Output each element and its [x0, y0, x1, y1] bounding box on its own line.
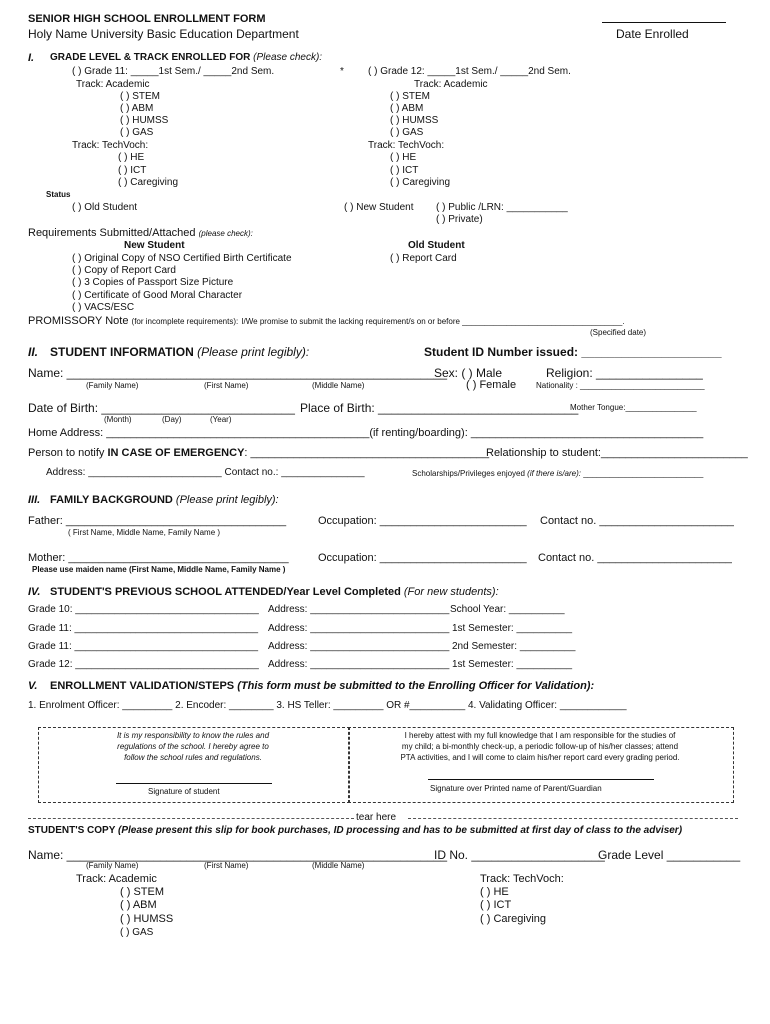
grade10-address-field[interactable]: Address: _________________________: [268, 604, 450, 615]
mother-contact-field[interactable]: Contact no. ______________________: [538, 552, 732, 564]
section3-roman: III.: [28, 494, 41, 506]
g12-track-academic: Track: Academic: [414, 79, 488, 90]
section1-title: GRADE LEVEL & TRACK ENROLLED FOR (Please check):: [50, 52, 323, 63]
promissory-note: PROMISSORY Note (for incomplete requirements): I/We promise to submit the lacking requirement/s on or before ____________________________________.: [28, 315, 625, 327]
family-name-caption: (Family Name): [86, 381, 139, 390]
student-signature-line[interactable]: [116, 783, 272, 784]
month-caption: (Month): [104, 415, 132, 424]
emergency-address-contact[interactable]: Address: ________________________ Contact no.: _______________: [46, 467, 365, 478]
g12-option-ict[interactable]: ( ) ICT: [390, 165, 419, 176]
students-copy-title: STUDENT'S COPY (Please present this slip for book purchases, ID processing and has to be submitted at first day of class to the adviser): [28, 825, 683, 836]
req-old-report-card[interactable]: ( ) Report Card: [390, 253, 457, 264]
req-good-moral[interactable]: ( ) Certificate of Good Moral Character: [72, 290, 243, 301]
section2-title: STUDENT INFORMATION (Please print legibly):: [50, 345, 310, 359]
mother-occupation-field[interactable]: Occupation: ________________________: [318, 552, 527, 564]
parent-signature-label: Signature over Printed name of Parent/Guardian: [430, 784, 602, 793]
g12-option-he[interactable]: ( ) HE: [390, 152, 417, 163]
private-option[interactable]: ( ) Private): [436, 214, 483, 225]
new-student-heading: New Student: [124, 240, 185, 251]
grade10-school-field[interactable]: Grade 10: _________________________________: [28, 604, 259, 615]
grade12-school-field[interactable]: Grade 12: _________________________________: [28, 659, 259, 670]
name-field[interactable]: Name: _________________________________________________________: [28, 366, 448, 380]
g11-option-caregiving[interactable]: ( ) Caregiving: [118, 177, 179, 188]
g12-option-stem[interactable]: ( ) STEM: [390, 91, 430, 102]
req-birth-certificate[interactable]: ( ) Original Copy of NSO Certified Birth Certificate: [72, 253, 292, 264]
copy-track-techvoch: Track: TechVoch:: [480, 873, 564, 885]
req-vacs-esc[interactable]: ( ) VACS/ESC: [72, 302, 135, 313]
copy-option-abm[interactable]: ( ) ABM: [120, 899, 157, 911]
g11-track-academic: Track: Academic: [76, 79, 150, 90]
copy-name-field[interactable]: Name: _________________________________________________________: [28, 848, 448, 862]
copy-id-field[interactable]: ID No. ____________________: [434, 848, 605, 862]
g11-option-stem[interactable]: ( ) STEM: [120, 91, 160, 102]
middle-name-caption: (Middle Name): [312, 381, 365, 390]
mother-tongue-field[interactable]: Mother Tongue:________________: [570, 403, 697, 412]
father-occupation-field[interactable]: Occupation: ________________________: [318, 515, 527, 527]
grade11-line[interactable]: ( ) Grade 11: _____1st Sem./ _____2nd Sem.: [72, 66, 275, 77]
old-student-heading: Old Student: [408, 240, 465, 251]
g12-option-caregiving[interactable]: ( ) Caregiving: [390, 177, 451, 188]
date-enrolled-line[interactable]: [602, 22, 726, 23]
father-field[interactable]: Father: ____________________________________: [28, 515, 287, 527]
day-caption: (Day): [162, 415, 182, 424]
section5-title: ENROLLMENT VALIDATION/STEPS (This form must be submitted to the Enrolling Officer for Validation):: [50, 680, 595, 692]
copy-option-ict[interactable]: ( ) ICT: [480, 899, 512, 911]
copy-middle-name-caption: (Middle Name): [312, 861, 365, 870]
section1-roman: I.: [28, 52, 35, 64]
nationality-field[interactable]: Nationality : ____________________________: [536, 381, 705, 390]
section4-title: STUDENT'S PREVIOUS SCHOOL ATTENDED/Year Level Completed (For new students):: [50, 586, 499, 598]
copy-option-he[interactable]: ( ) HE: [480, 886, 509, 898]
emergency-contact-field[interactable]: Person to notify IN CASE OF EMERGENCY: _______________________________________: [28, 447, 490, 459]
copy-grade-level-field[interactable]: Grade Level ___________: [598, 848, 741, 862]
g11-option-humss[interactable]: ( ) HUMSS: [120, 115, 169, 126]
copy-option-humss[interactable]: ( ) HUMSS: [120, 913, 174, 925]
form-title: SENIOR HIGH SCHOOL ENROLLMENT FORM: [28, 13, 266, 25]
copy-track-academic: Track: Academic: [76, 873, 157, 885]
grade11-2-address-field[interactable]: Address: _________________________: [268, 641, 450, 652]
year-caption: (Year): [210, 415, 232, 424]
g12-option-gas[interactable]: ( ) GAS: [390, 127, 424, 138]
copy-family-name-caption: (Family Name): [86, 861, 139, 870]
scholarships-field[interactable]: Scholarships/Privileges enjoyed (if there is/are): ___________________________: [412, 469, 704, 478]
copy-option-caregiving[interactable]: ( ) Caregiving: [480, 913, 547, 925]
place-of-birth-field[interactable]: Place of Birth: ______________________________: [300, 401, 579, 415]
school-department: Holy Name University Basic Education Department: [28, 27, 299, 41]
section3-title: FAMILY BACKGROUND (Please print legibly):: [50, 494, 279, 506]
validation-steps[interactable]: 1. Enrolment Officer: _________ 2. Encoder: ________ 3. HS Teller: _________ OR #__________ 4. Validating Officer: ____________: [28, 700, 627, 711]
student-oath-line-3: follow the school rules and regulations.: [124, 753, 262, 762]
grade12-semester-field[interactable]: 1st Semester: __________: [452, 659, 573, 670]
parent-signature-line[interactable]: [428, 779, 654, 780]
student-oath-line-2: regulations of the school. I hereby agree to: [117, 742, 269, 751]
req-report-card[interactable]: ( ) Copy of Report Card: [72, 265, 176, 276]
copy-option-gas[interactable]: ( ) GAS: [120, 927, 154, 938]
father-contact-field[interactable]: Contact no. ______________________: [540, 515, 734, 527]
parent-oath-line-2: my child; a bi-monthly check-up, a periodic follow-up of his/her classes; attend: [401, 742, 679, 751]
g11-track-techvoch: Track: TechVoch:: [72, 140, 149, 151]
g12-track-techvoch: Track: TechVoch:: [368, 140, 445, 151]
g12-option-humss[interactable]: ( ) HUMSS: [390, 115, 439, 126]
specified-date-label: (Specified date): [590, 328, 647, 337]
section5-roman: V.: [28, 680, 38, 692]
religion-field[interactable]: Religion: ________________: [546, 366, 703, 380]
grade11-1-address-field[interactable]: Address: _________________________: [268, 623, 450, 634]
section2-roman: II.: [28, 345, 39, 359]
relationship-field[interactable]: Relationship to student:________________________: [486, 447, 748, 459]
g11-option-gas[interactable]: ( ) GAS: [120, 127, 154, 138]
req-passport-picture[interactable]: ( ) 3 Copies of Passport Size Picture: [72, 277, 234, 288]
tear-here-label: tear here: [356, 812, 397, 823]
copy-first-name-caption: (First Name): [204, 861, 249, 870]
g11-option-he[interactable]: ( ) HE: [118, 152, 145, 163]
sex-male-option[interactable]: Sex: ( ) Male: [434, 366, 503, 380]
first-name-caption: (First Name): [204, 381, 249, 390]
sex-female-option[interactable]: ( ) Female: [466, 379, 517, 391]
old-student-option[interactable]: ( ) Old Student: [72, 202, 138, 213]
section4-roman: IV.: [28, 586, 41, 598]
copy-option-stem[interactable]: ( ) STEM: [120, 886, 164, 898]
mother-field[interactable]: Mother: ____________________________________: [28, 552, 289, 564]
grade11-2-semester-field[interactable]: 2nd Semester: __________: [452, 641, 576, 652]
g11-option-ict[interactable]: ( ) ICT: [118, 165, 147, 176]
tear-line-left: [28, 818, 354, 819]
tear-line-right: [408, 818, 738, 819]
g12-option-abm[interactable]: ( ) ABM: [390, 103, 424, 114]
father-name-caption: ( First Name, Middle Name, Family Name ): [68, 528, 221, 537]
grade10-school-year-field[interactable]: School Year: __________: [450, 604, 565, 615]
student-oath-line-1: It is my responsibility to know the rules and: [116, 731, 270, 740]
date-of-birth-field[interactable]: Date of Birth: _____________________________: [28, 401, 295, 415]
date-enrolled-label: Date Enrolled: [616, 27, 689, 41]
parent-oath-line-1: I hereby attest with my full knowledge that I am responsible for the studies of: [404, 731, 676, 740]
g11-option-abm[interactable]: ( ) ABM: [120, 103, 154, 114]
star-mark: *: [340, 66, 344, 77]
grade12-line[interactable]: ( ) Grade 12: _____1st Sem./ _____2nd Sem.: [368, 66, 571, 77]
requirements-label: Requirements Submitted/Attached (please check):: [28, 227, 253, 239]
grade11-1-semester-field[interactable]: 1st Semester: __________: [452, 623, 573, 634]
public-lrn-option[interactable]: ( ) Public /LRN: ___________: [436, 202, 568, 213]
student-signature-label: Signature of student: [148, 787, 220, 796]
home-address-field[interactable]: Home Address: ___________________________________________(if renting/boarding): ______________________________________: [28, 427, 704, 439]
grade12-address-field[interactable]: Address: _________________________: [268, 659, 450, 670]
maiden-name-note: Please use maiden name (First Name, Middle Name, Family Name ): [32, 565, 286, 574]
parent-oath-line-3: PTA activities, and I will come to claim his/her report card every grading period.: [400, 753, 680, 762]
status-label: Status: [46, 190, 71, 199]
new-student-option[interactable]: ( ) New Student: [344, 202, 414, 213]
grade11-2-school-field[interactable]: Grade 11: _________________________________: [28, 641, 259, 652]
grade11-1-school-field[interactable]: Grade 11: _________________________________: [28, 623, 259, 634]
student-id-field[interactable]: Student ID Number issued: _____________________: [424, 345, 722, 359]
